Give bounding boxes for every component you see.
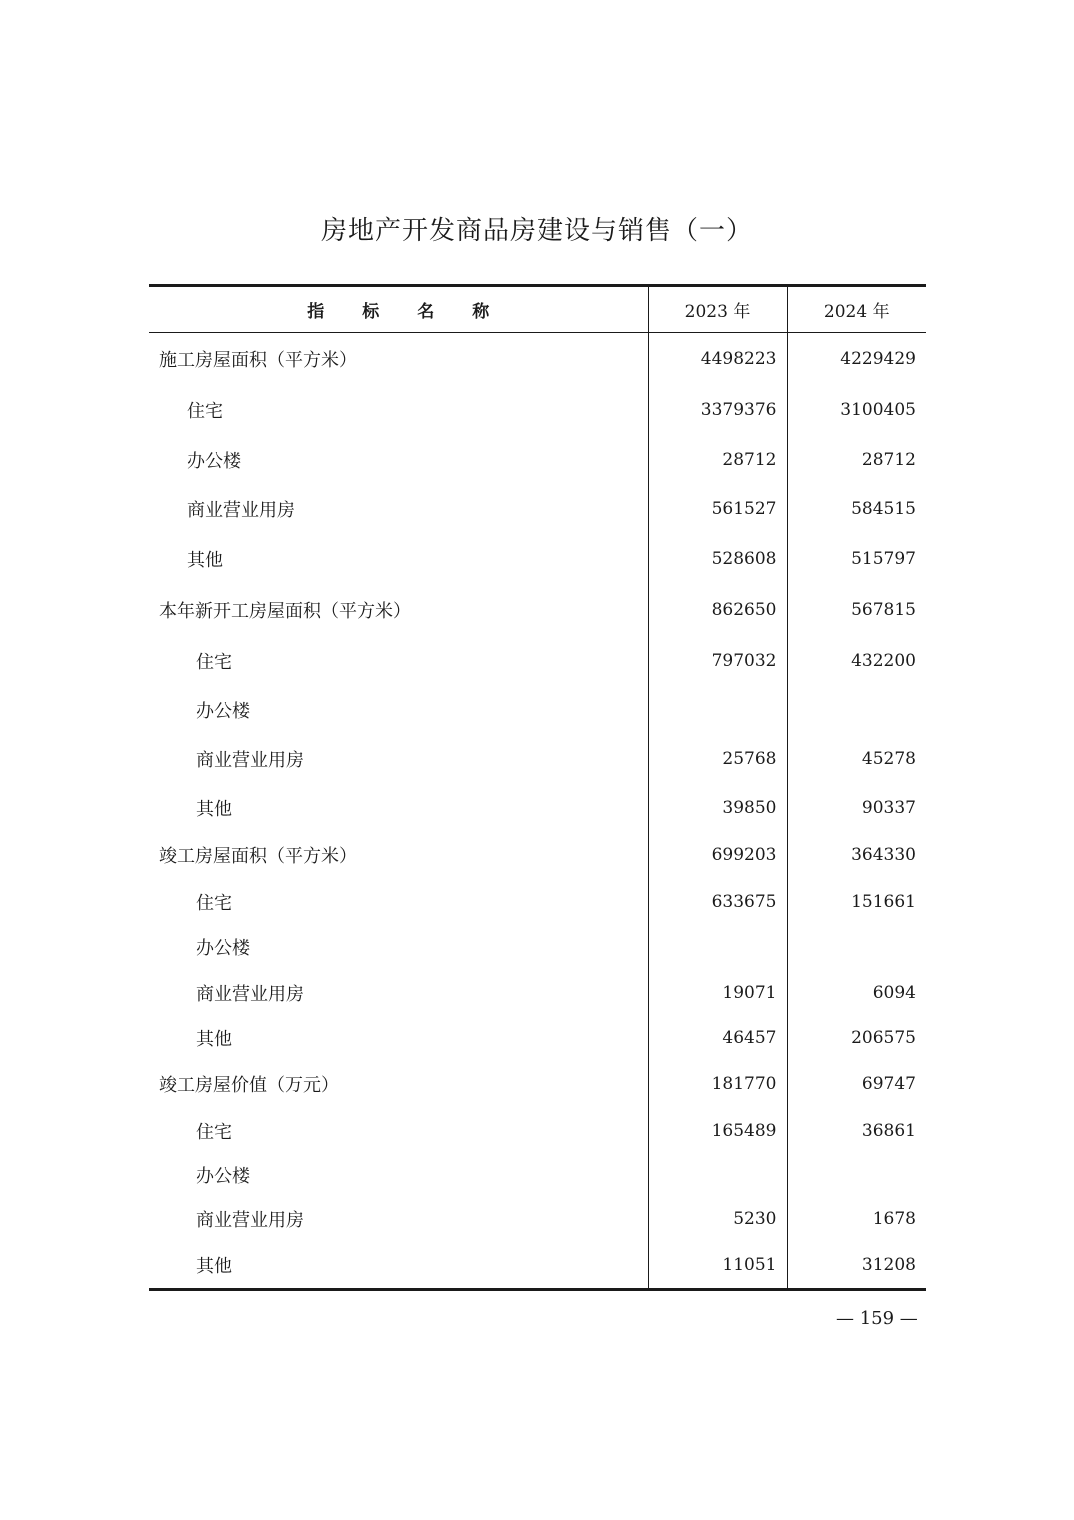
row-label: 竣工房屋面积（平方米） (159, 846, 357, 867)
row-label: 施工房屋面积（平方米） (159, 349, 357, 371)
value-2023: 25768 (648, 735, 787, 784)
table-header-row (149, 286, 926, 333)
table-row (149, 435, 926, 485)
table-row (149, 925, 926, 970)
value-2023: 862650 (648, 584, 787, 636)
value-2024: 4229429 (787, 333, 926, 385)
page-title: 房地产开发商品房建设与销售（一） (320, 216, 753, 246)
value-2023 (648, 925, 787, 970)
table-row (149, 686, 926, 735)
value-2023: 46457 (648, 1016, 787, 1061)
value-2023 (648, 1154, 787, 1197)
table-row (149, 485, 926, 534)
row-label: 办公楼 (187, 450, 241, 472)
value-2023: 19071 (648, 970, 787, 1016)
statistics-table (149, 284, 926, 1291)
value-2024: 36861 (787, 1108, 926, 1154)
table-row (149, 1197, 926, 1242)
row-label: 办公楼 (196, 938, 250, 959)
value-2023: 633675 (648, 879, 787, 925)
table-row (149, 1016, 926, 1061)
value-2023: 5230 (648, 1197, 787, 1242)
table-row (149, 784, 926, 832)
value-2023: 11051 (648, 1242, 787, 1290)
row-label: 商业营业用房 (196, 750, 304, 771)
value-2023: 181770 (648, 1061, 787, 1108)
table-row (149, 333, 926, 385)
header-year-2024: 2024 年 (787, 286, 926, 333)
value-2024: 31208 (787, 1242, 926, 1290)
value-2024: 28712 (787, 435, 926, 485)
value-2023: 561527 (648, 485, 787, 534)
row-label: 商业营业用房 (196, 983, 304, 1005)
value-2024: 364330 (787, 832, 926, 879)
value-2024 (787, 1154, 926, 1197)
header-indicator-name: 指标名称 (149, 286, 648, 333)
row-label: 本年新开工房屋面积（平方米） (159, 600, 411, 622)
row-label: 其他 (187, 549, 223, 571)
value-2024: 432200 (787, 636, 926, 686)
value-2024: 3100405 (787, 385, 926, 435)
statistics-table-container (149, 284, 926, 1291)
table-row (149, 584, 926, 636)
value-2024: 90337 (787, 784, 926, 832)
row-label: 办公楼 (196, 1166, 250, 1187)
value-2023: 4498223 (648, 333, 787, 385)
row-label: 住宅 (196, 1121, 232, 1143)
table-row (149, 385, 926, 435)
value-2023: 699203 (648, 832, 787, 879)
value-2024: 206575 (787, 1016, 926, 1061)
table-row (149, 832, 926, 879)
value-2024: 151661 (787, 879, 926, 925)
table-row (149, 1061, 926, 1108)
row-label: 住宅 (196, 892, 232, 914)
value-2024: 515797 (787, 534, 926, 584)
table-row (149, 534, 926, 584)
value-2023: 165489 (648, 1108, 787, 1154)
header-year-2023: 2023 年 (648, 286, 787, 333)
table-row (149, 1154, 926, 1197)
page-number: — 159 — (836, 1308, 918, 1329)
row-label: 竣工房屋价值（万元） (159, 1075, 339, 1096)
value-2024 (787, 686, 926, 735)
value-2024: 567815 (787, 584, 926, 636)
row-label: 其他 (196, 1255, 232, 1277)
value-2023: 39850 (648, 784, 787, 832)
row-label: 住宅 (187, 400, 223, 422)
row-label: 其他 (196, 798, 232, 820)
table-row (149, 1242, 926, 1290)
row-label: 住宅 (196, 651, 232, 673)
value-2024 (787, 925, 926, 970)
table-row (149, 879, 926, 925)
value-2024: 584515 (787, 485, 926, 534)
value-2024: 1678 (787, 1197, 926, 1242)
table-row (149, 970, 926, 1016)
value-2023: 528608 (648, 534, 787, 584)
value-2024: 69747 (787, 1061, 926, 1108)
row-label: 办公楼 (196, 701, 250, 722)
table-row (149, 636, 926, 686)
row-label: 商业营业用房 (187, 500, 295, 521)
table-row (149, 735, 926, 784)
value-2024: 45278 (787, 735, 926, 784)
table-row (149, 1108, 926, 1154)
value-2023 (648, 686, 787, 735)
value-2023: 797032 (648, 636, 787, 686)
row-label: 商业营业用房 (196, 1210, 304, 1231)
value-2024: 6094 (787, 970, 926, 1016)
value-2023: 3379376 (648, 385, 787, 435)
row-label: 其他 (196, 1029, 232, 1050)
value-2023: 28712 (648, 435, 787, 485)
